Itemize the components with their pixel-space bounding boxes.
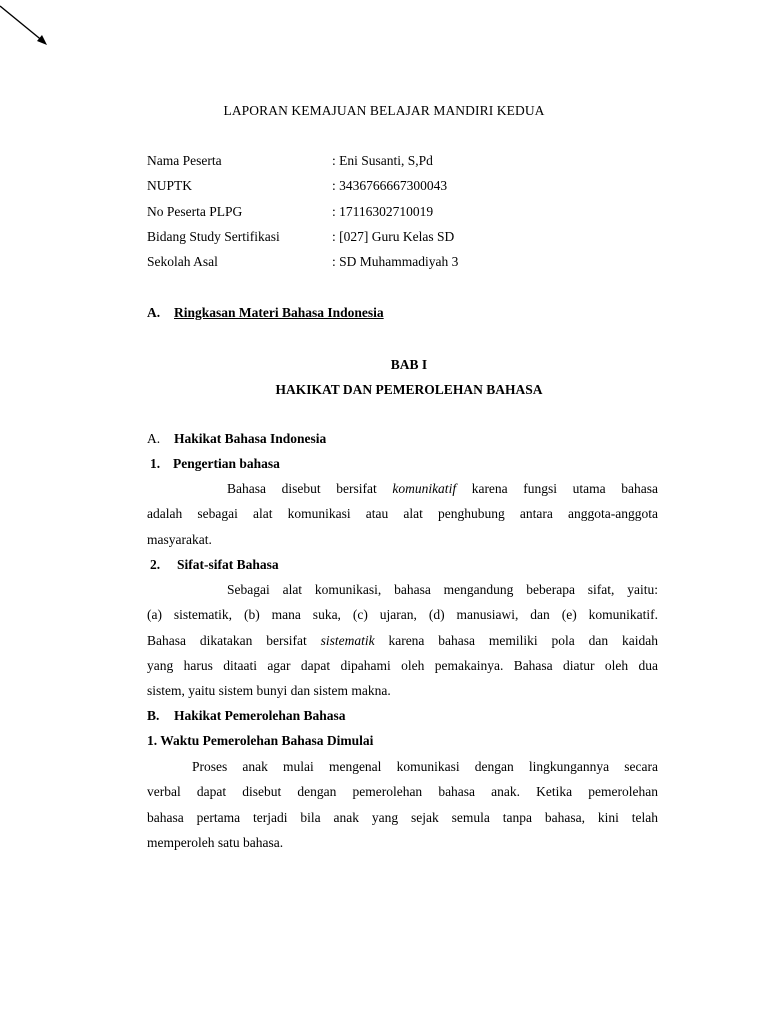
paragraph-3 — [147, 754, 658, 855]
chapter-title: HAKIKAT DAN PEMEROLEHAN BAHASA — [275, 382, 543, 397]
paragraph-line: yang harus ditaati agar dapat dipahami oleh pemakainya. Bahasa diatur oleh dua — [147, 657, 658, 673]
section-letter: A. — [147, 305, 161, 320]
paragraph-line: memperoleh satu bahasa. — [147, 834, 284, 850]
paragraph-line: bahasa pertama terjadi bila anak yang sejak semula tanpa bahasa, kini telah — [147, 809, 658, 825]
point-title: Pengertian bahasa — [173, 456, 280, 471]
participant-info — [147, 152, 458, 278]
paragraph-line: Proses anak mulai mengenal komunikasi dengan lingkungannya secara — [192, 759, 658, 774]
subsection-a-heading — [147, 431, 658, 447]
section-title: Ringkasan Materi Bahasa Indonesia — [174, 305, 384, 320]
paragraph-line: (a) sistematik, (b) mana suka, (c) ujaran, (d) manusiawi, dan (e) komunikatif. — [147, 607, 658, 623]
point-number: 2. — [150, 557, 161, 572]
point-title: Sifat-sifat Bahasa — [177, 557, 279, 572]
info-label: NUPTK — [147, 178, 193, 194]
info-label: Nama Peserta — [147, 153, 222, 168]
paragraph-line: verbal dapat disebut dengan pemerolehan bahasa anak. Ketika pemerolehan — [147, 784, 658, 800]
paragraph-2 — [147, 577, 658, 703]
info-row — [147, 203, 458, 228]
paragraph-line: adalah sebagai alat komunikasi atau alat penghubung antara anggota-anggota — [147, 506, 658, 522]
text-run: Bahasa disebut bersifat — [227, 481, 393, 496]
italic-term: sistematik — [320, 632, 375, 648]
info-label: No Peserta PLPG — [147, 203, 243, 219]
info-value: : 3436766667300043 — [332, 178, 448, 194]
paragraph-line — [147, 628, 658, 653]
subsection-b-heading — [147, 708, 658, 724]
paragraph-line: Sebagai alat komunikasi, bahasa mengandung beberapa sifat, yaitu: — [227, 582, 658, 597]
info-row — [147, 253, 458, 278]
subsection-letter: B. — [147, 708, 160, 723]
text-run: Bahasa dikatakan bersifat — [147, 632, 321, 648]
document-title: LAPORAN KEMAJUAN BELAJAR MANDIRI KEDUA — [223, 103, 545, 118]
paragraph-line: sistem, yaitu sistem bunyi dan sistem makna. — [147, 683, 391, 699]
text-run: karena bahasa memiliki pola dan kaidah — [374, 632, 658, 648]
paragraph-line — [147, 476, 658, 501]
info-row — [147, 152, 458, 177]
paragraph-1 — [147, 476, 658, 552]
info-row — [147, 228, 458, 253]
subsection-title: Hakikat Bahasa Indonesia — [174, 431, 327, 446]
info-label: Sekolah Asal — [147, 254, 218, 270]
info-value: : 17116302710019 — [332, 203, 434, 219]
info-label: Bidang Study Sertifikasi — [147, 228, 280, 244]
info-row — [147, 177, 458, 202]
section-a-heading — [147, 305, 384, 321]
point-1-heading — [150, 456, 661, 472]
subsection-letter: A. — [147, 431, 161, 446]
chapter-label: BAB I — [390, 357, 428, 372]
paragraph-line: masyarakat. — [147, 531, 212, 547]
arrow-icon — [0, 0, 60, 60]
point-b1-heading: 1. Waktu Pemerolehan Bahasa Dimulai — [147, 733, 374, 748]
point-number: 1. — [150, 456, 161, 471]
subsection-title: Hakikat Pemerolehan Bahasa — [174, 708, 346, 723]
info-value: : [027] Guru Kelas SD — [332, 228, 455, 244]
italic-term: komunikatif — [392, 481, 457, 496]
info-value: : Eni Susanti, S,Pd — [332, 153, 433, 168]
point-2-heading — [150, 557, 661, 573]
info-value: : SD Muhammadiyah 3 — [332, 254, 459, 270]
text-run: karena fungsi utama bahasa — [456, 481, 658, 496]
